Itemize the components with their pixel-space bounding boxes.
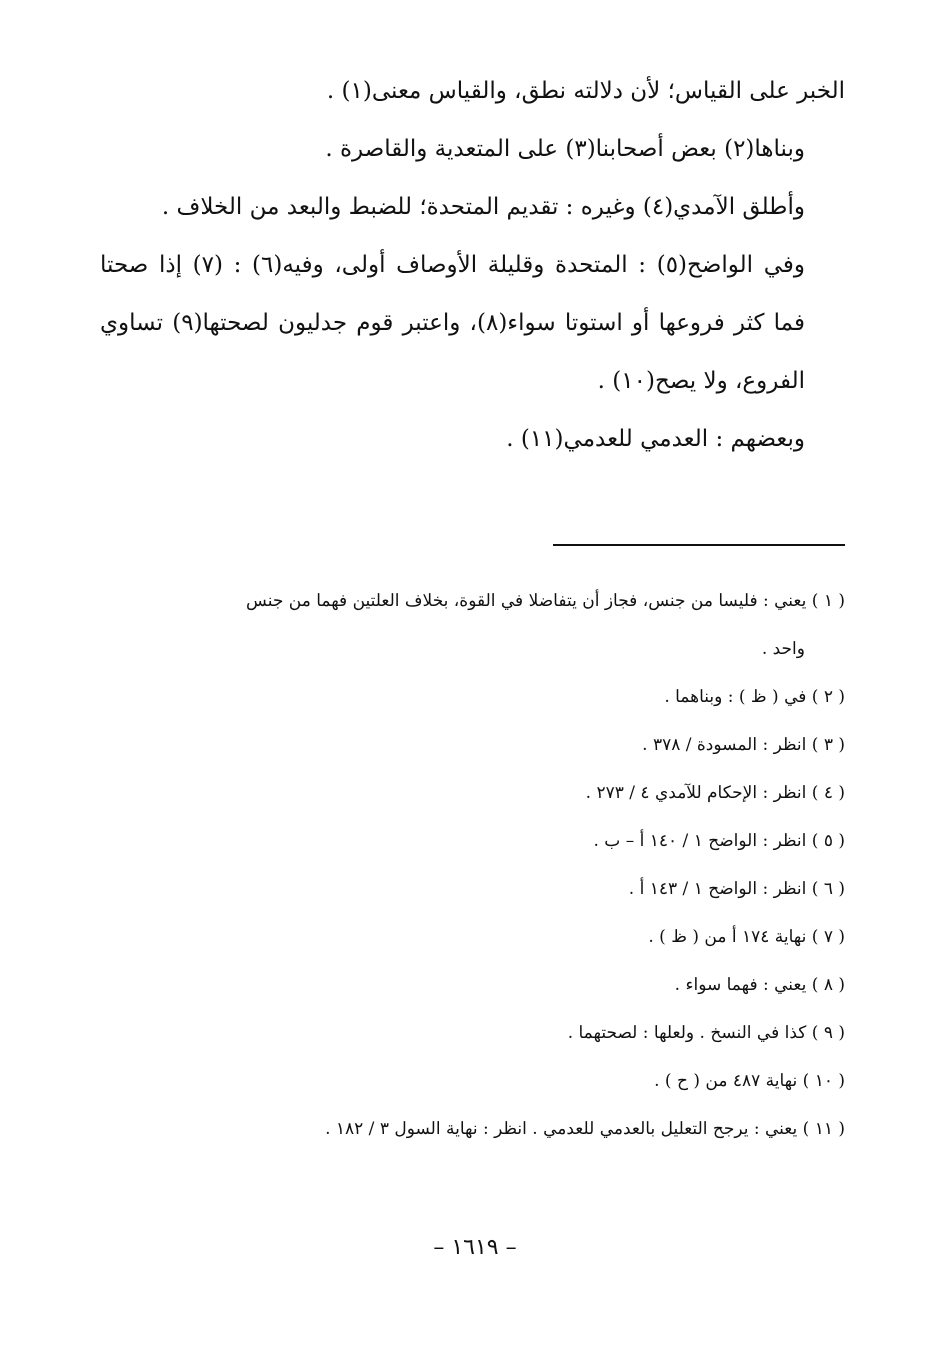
- footnote-1: [100, 577, 845, 673]
- paragraph-4: وفي الواضح(٥) : المتحدة وقليلة الأوصاف أولى، وفيه(٦) : (٧) إذا صحتا فما كثر فروعها أو استوتا سواء(٨)، واعتبر قوم جدليون لصحتها(٩) تساوي الفروع، ولا يصح(١٠) .: [100, 252, 805, 394]
- footnote-11: ( ١١ ) يعني : يرجح التعليل بالعدمي للعدمي . انظر : نهاية السول ٣ / ١٨٢ .: [325, 1119, 845, 1139]
- main-text-body: [100, 62, 845, 468]
- paragraph-5: وبعضهم : العدمي للعدمي(١١) .: [506, 426, 805, 452]
- paragraph-1: الخبر على القياس؛ لأن دلالته نطق، والقياس معنى(١) .: [326, 78, 845, 104]
- page-number: – ١٦١٩ –: [433, 1235, 517, 1260]
- footnote-9: ( ٩ ) كذا في النسخ . ولعلها : لصحتهما .: [567, 1023, 845, 1043]
- footnote-4: ( ٤ ) انظر : الإحكام للآمدي ٤ / ٢٧٣ .: [585, 783, 845, 803]
- footnote-5: ( ٥ ) انظر : الواضح ١ / ١٤٠ أ – ب .: [593, 831, 845, 851]
- footnote-7: ( ٧ ) نهاية ١٧٤ أ من ( ظ ) .: [648, 927, 845, 947]
- footnote-8: ( ٨ ) يعني : فهما سواء .: [674, 975, 845, 995]
- paragraph-2: وبناها(٢) بعض أصحابنا(٣) على المتعدية والقاصرة .: [325, 136, 805, 162]
- paragraph-3: وأطلق الآمدي(٤) وغيره : تقديم المتحدة؛ للضبط والبعد من الخلاف .: [161, 194, 805, 220]
- footnote-continuation: واحد .: [761, 639, 805, 659]
- footnote-text: ( ١ ) يعني : فليسا من جنس، فجاز أن يتفاضلا في القوة، بخلاف العلتين فهما من جنس: [246, 591, 845, 611]
- footnote-6: ( ٦ ) انظر : الواضح ١ / ١٤٣ أ .: [628, 879, 845, 899]
- footnote-separator: [553, 544, 845, 546]
- footnotes-section: [100, 577, 845, 1153]
- footnote-2: ( ٢ ) في ( ظ ) : وبناهما .: [664, 687, 845, 707]
- footnote-3: ( ٣ ) انظر : المسودة / ٣٧٨ .: [642, 735, 845, 755]
- footnote-10: ( ١٠ ) نهاية ٤٨٧ من ( ح ) .: [654, 1071, 845, 1091]
